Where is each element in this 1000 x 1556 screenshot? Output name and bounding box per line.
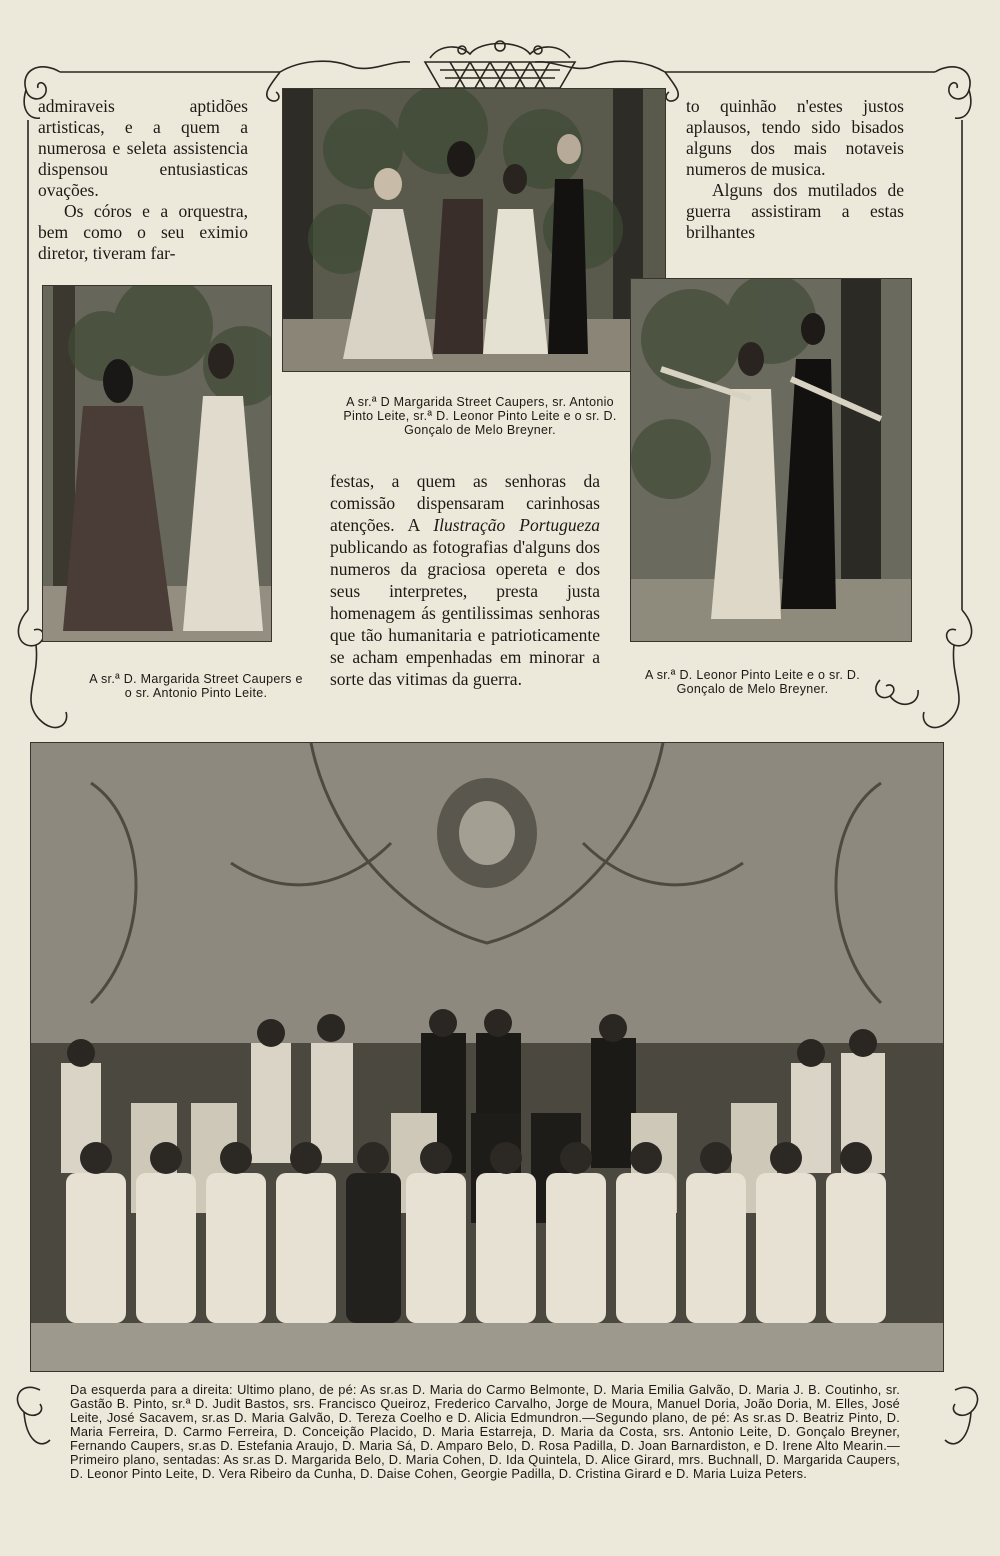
caption-left-photo: A sr.ª D. Margarida Street Caupers e o sr. Antonio Pinto Leite. <box>89 672 303 700</box>
magazine-title: Ilustração Portugueza <box>433 515 600 535</box>
left-paragraph-2: Os córos e a orquestra, bem como o seu eximio diretor, tiveram far- <box>38 201 248 263</box>
right-paragraph-1: to quinhão n'estes justos aplausos, tendo sido bisados alguns dos mais notaveis numeros de musica. <box>686 96 904 179</box>
photo-leonor-goncalo <box>630 278 912 642</box>
center-column-text <box>330 470 600 690</box>
group-photo-cast <box>30 742 944 1372</box>
photo-margarida-antonio <box>42 285 272 642</box>
left-column-text <box>38 96 248 264</box>
caption-right-photo: A sr.ª D. Leonor Pinto Leite e o sr. D. Gonçalo de Melo Breyner. <box>644 668 861 696</box>
left-paragraph-1: admiraveis aptidões artisticas, e a quem a numerosa e seleta assistencia dispensou entusiasticas ovações. <box>38 96 248 200</box>
photo-four-performers <box>282 88 666 372</box>
caption-center-photo: A sr.ª D Margarida Street Caupers, sr. Antonio Pinto Leite, sr.ª D. Leonor Pinto Leite e o sr. D. Gonçalo de Melo Breyner. <box>343 395 617 437</box>
center-text-before: festas, a quem as senhoras da comissão dispensaram carinhosas atenções. A <box>330 471 600 535</box>
center-text-after: publicando as fotografias d'alguns dos numeros da graciosa opereta e dos seus interpretes, presta justa homenagem ás gentilissimas senhoras que tão humanitaria e patrioticamente se acham empenhadas em minorar a sorte das vitimas da guerra. <box>330 537 600 689</box>
caption-group-photo: Da esquerda para a direita: Ultimo plano, de pé: As sr.as D. Maria do Carmo Belmonte, D. Maria Emilia Galvão, D. Maria J. B. Coutinho, sr. Gastão B. Pinto, sr.ª D. Judit Bastos, srs. Francisco Queiroz, Frederico Carvalho, Jorge de Moura, Manuel Doria, João Doria, M. Elles, José Leite, José Sacavem, sr.as D. Maria Galvão, D. Tereza Coelho e D. Alicia Edmundron.—Segundo plano, de pé: As sr.as D. Beatriz Pinto, D. Maria Ferreira, D. Carmo Ferreira, D. Conceição Placido, D. Maria Estarreja, D. Maria da Costa, srs. Antonio Leite, D. Gonçalo Breyner, Fernando Caupers, sr.as D. Estefania Araujo, D. Maria Sá, D. Amparo Belo, D. Rosa Padilla, D. Joan Barnardiston, e D. Irene Alto Mearin.—Primeiro plano, sentadas: As sr.as D. Margarida Belo, D. Maria Cohen, D. Ida Quintela, D. Alice Girard, mrs. Buchnall, D. Margarida Caupers, D. Leonor Pinto Leite, D. Vera Ribeiro da Cunha, D. Daise Cohen, Georgie Padilla, D. Cristina Girard e D. Maria Luiza Peters. <box>70 1382 900 1481</box>
right-column-text <box>686 96 904 243</box>
right-paragraph-2: Alguns dos mutilados de guerra assistiram a estas brilhantes <box>686 180 904 242</box>
